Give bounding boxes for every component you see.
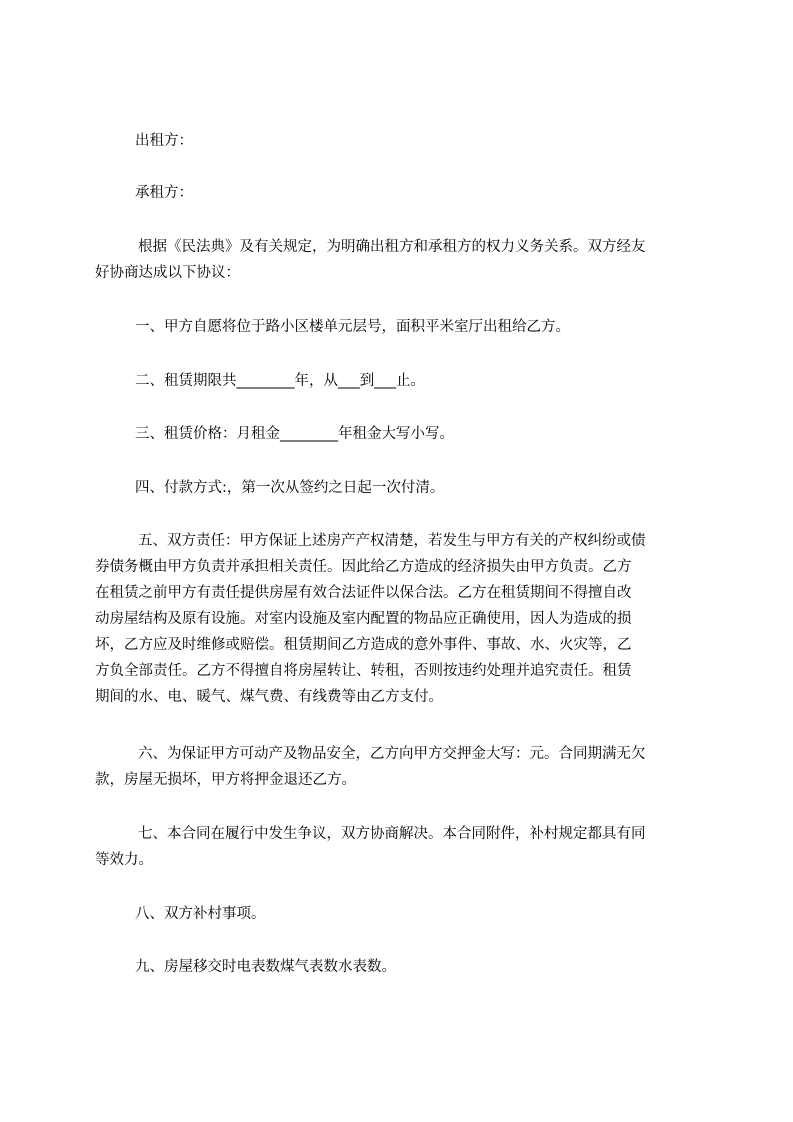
clause-3: 三、租赁价格：月租金________年租金大写小写。 xyxy=(135,426,454,442)
clause-9: 九、房屋移交时电表数煤气表数水表数。 xyxy=(135,959,396,975)
clause-2: 二、租赁期限共________年，从___到___止。 xyxy=(135,373,425,389)
clause-8: 八、双方补村事项。 xyxy=(135,906,266,922)
clause-1: 一、甲方自愿将位于路小区楼单元层号，面积平米室厅出租给乙方。 xyxy=(135,319,570,335)
lessee-label: 承租方： xyxy=(135,185,193,201)
intro-paragraph: 根据《民法典》及有关规定，为明确出租方和承租方的权力义务关系。双方经友 好协商达成以下协议： xyxy=(95,239,646,281)
clause-5: 五、双方责任：甲方保证上述房产产权清楚，若发生与甲方有关的产权纠纷或债 券债务概由甲方负责并承担相关责任。因此给乙方造成的经济损失由甲方负责。乙方 在租赁之前甲方有责任提供房屋有效合法证件以保合法。乙方在租赁期间不得擅自改 动房屋结构及原有设施。对室内设施及室内配置的物品应正确使用，因人为造成的损 坏，乙方应及时维修或赔偿。租赁期间乙方造成的意外事件、事故、水、火灾等，乙 方负全部责任。乙方不得擅自将房屋转让、转租，否则按违约处理并追究责任。租赁 期间的水、电、暖气、煤气费、有线费等由乙方支付。 xyxy=(95,533,646,705)
lessor-label: 出租方： xyxy=(135,133,193,149)
clause-7: 七、本合同在履行中发生争议，双方协商解决。本合同附件，补村规定都具有同 等效力。 xyxy=(95,826,646,868)
clause-6: 六、为保证甲方可动产及物品安全，乙方向甲方交押金大写：元。合同期满无欠 款，房屋无损坏，甲方将押金退还乙方。 xyxy=(95,746,646,788)
clause-4: 四、付款方式:，第一次从签约之日起一次付清。 xyxy=(135,480,445,496)
